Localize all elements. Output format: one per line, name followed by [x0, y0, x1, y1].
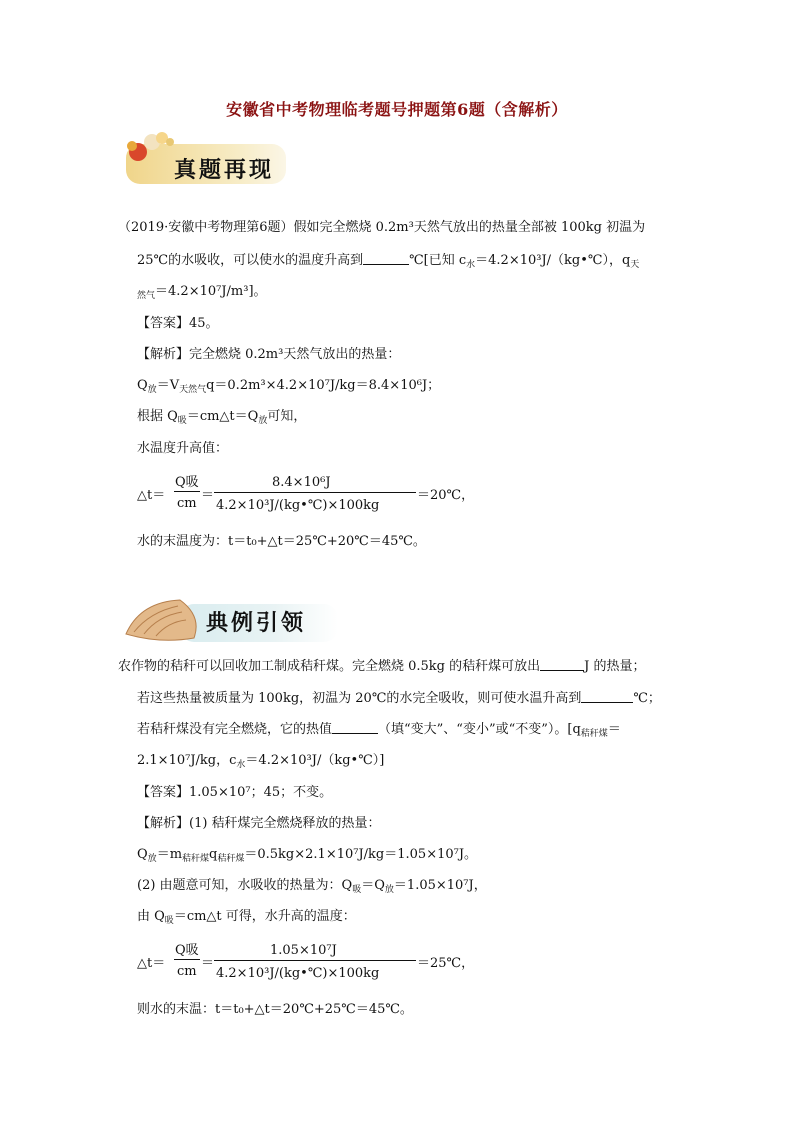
- subscript: 水: [236, 760, 246, 770]
- subscript: 秸秆煤: [217, 854, 245, 864]
- question-line: [118, 658, 646, 676]
- formula-lhs: △t＝: [137, 956, 166, 971]
- analysis-line: [137, 877, 487, 899]
- formula-numerator: 8.4×10⁶J: [272, 475, 331, 490]
- formula-result: ＝25℃，: [417, 956, 475, 971]
- subscript: 吸: [352, 885, 362, 895]
- answer-line: 【答案】1.05×10⁷；45；不变。: [137, 785, 333, 800]
- subscript: 放: [384, 885, 394, 895]
- section-banner-typical-example: [120, 594, 340, 646]
- banner-title: 典例引领: [206, 610, 307, 636]
- text: 若这些热量被质量为 100kg，初温为 20℃的水完全吸收，则可使水温升高到: [137, 691, 582, 706]
- text: 25℃的水吸收，可以使水的温度升高到: [137, 253, 364, 268]
- fraction-bar: [174, 491, 200, 492]
- formula-denominator: cm: [177, 496, 197, 511]
- subscript: 吸: [164, 916, 174, 926]
- formula-numerator: 1.05×10⁷J: [270, 943, 337, 958]
- text: 农作物的秸秆可以回收加工制成秸秆煤。完全燃烧 0.5kg 的秸秆煤可放出: [118, 659, 541, 674]
- formula-denominator: cm: [177, 964, 197, 979]
- question-line: [137, 252, 639, 274]
- analysis-line: 水的末温度为：t＝t₀+△t＝25℃+20℃＝45℃。: [137, 534, 426, 549]
- subscript: 放: [147, 385, 157, 395]
- text: ＝V: [156, 378, 180, 393]
- analysis-line: [137, 408, 306, 430]
- analysis-line: 【解析】(1) 秸秆煤完全燃烧释放的热量：: [137, 816, 381, 831]
- text: （填“变大”、“变小”或“不变”）。[q: [378, 722, 581, 737]
- question-line: [137, 721, 621, 743]
- text: ＝Q: [361, 878, 385, 893]
- answer-blank: [363, 252, 409, 265]
- analysis-line: 则水的末温：t＝t₀+△t＝20℃+25℃＝45℃。: [137, 1002, 413, 1017]
- subscript: 秸秆煤: [182, 854, 210, 864]
- answer-blank: [540, 658, 584, 671]
- text: Q: [137, 378, 148, 393]
- subscript: 然气: [137, 291, 156, 301]
- text: q: [209, 847, 218, 862]
- banner-title: 真题再现: [174, 157, 275, 183]
- question-line: [137, 283, 267, 305]
- formula-lhs: △t＝: [137, 488, 166, 503]
- text: q＝0.2m³×4.2×10⁷J/kg＝8.4×10⁶J；: [206, 378, 441, 393]
- text: ＝0.5kg×2.1×10⁷J/kg＝1.05×10⁷J。: [244, 847, 478, 862]
- text: 由 Q: [137, 909, 165, 924]
- text: 2.1×10⁷J/kg，c: [137, 753, 237, 768]
- subscript: 吸: [177, 416, 187, 426]
- formula-result: ＝20℃，: [417, 488, 475, 503]
- answer-blank: [581, 690, 633, 703]
- formula-numerator: Q吸: [175, 943, 199, 958]
- fraction-bar: [174, 959, 200, 960]
- text: ＝cm△t 可得，水升高的温度：: [173, 909, 356, 924]
- formula-equals: ＝: [201, 956, 215, 971]
- text: 根据 Q: [137, 409, 178, 424]
- subscript: 秸秆煤: [580, 729, 608, 739]
- question-line: （2019·安徽中考物理第6题）假如完全燃烧 0.2m³天然气放出的热量全部被 100kg 初温为: [118, 220, 646, 235]
- formula-denominator: 4.2×10³J/(kg•℃)×100kg: [216, 966, 380, 981]
- analysis-line: [137, 846, 477, 868]
- question-line: [137, 690, 661, 708]
- section-banner-real-exam: [118, 130, 288, 188]
- fraction-bar: [214, 492, 416, 493]
- question-line: [137, 752, 384, 774]
- subscript: 水: [466, 260, 476, 270]
- text: (2) 由题意可知，水吸收的热量为：Q: [137, 878, 353, 893]
- fraction-bar: [214, 960, 416, 961]
- subscript: 放: [147, 854, 157, 864]
- text: 可知，: [267, 409, 307, 424]
- formula-equals: ＝: [201, 488, 215, 503]
- text: ＝: [607, 722, 621, 737]
- text: ℃[已知 c: [409, 253, 467, 268]
- analysis-line: 水温度升高值：: [137, 441, 229, 456]
- text: ＝4.2×10³J/（kg•℃）]: [245, 753, 385, 768]
- text: ＝4.2×10³J/（kg•℃），q: [475, 253, 631, 268]
- text: ＝4.2×10⁷J/m³]。: [155, 284, 267, 299]
- text: Q: [137, 847, 148, 862]
- text: ＝m: [156, 847, 183, 862]
- page-title: 安徽省中考物理临考题号押题第6题（含解析）: [226, 100, 568, 119]
- formula-denominator: 4.2×10³J/(kg•℃)×100kg: [216, 498, 380, 513]
- formula-numerator: Q吸: [175, 475, 199, 490]
- text: J 的热量；: [584, 659, 646, 674]
- analysis-line: [137, 377, 440, 399]
- subscript: 放: [258, 416, 268, 426]
- text: ＝cm△t＝Q: [186, 409, 259, 424]
- answer-blank: [332, 721, 378, 734]
- text: ＝1.05×10⁷J，: [393, 878, 487, 893]
- subscript: 天: [630, 260, 640, 270]
- analysis-line: [137, 908, 356, 930]
- answer-line: 【答案】45。: [137, 316, 219, 331]
- analysis-line: 【解析】完全燃烧 0.2m³天然气放出的热量：: [137, 347, 401, 362]
- text: ℃；: [633, 691, 661, 706]
- text: 若秸秆煤没有完全燃烧，它的热值: [137, 722, 333, 737]
- subscript: 天然气: [179, 385, 207, 395]
